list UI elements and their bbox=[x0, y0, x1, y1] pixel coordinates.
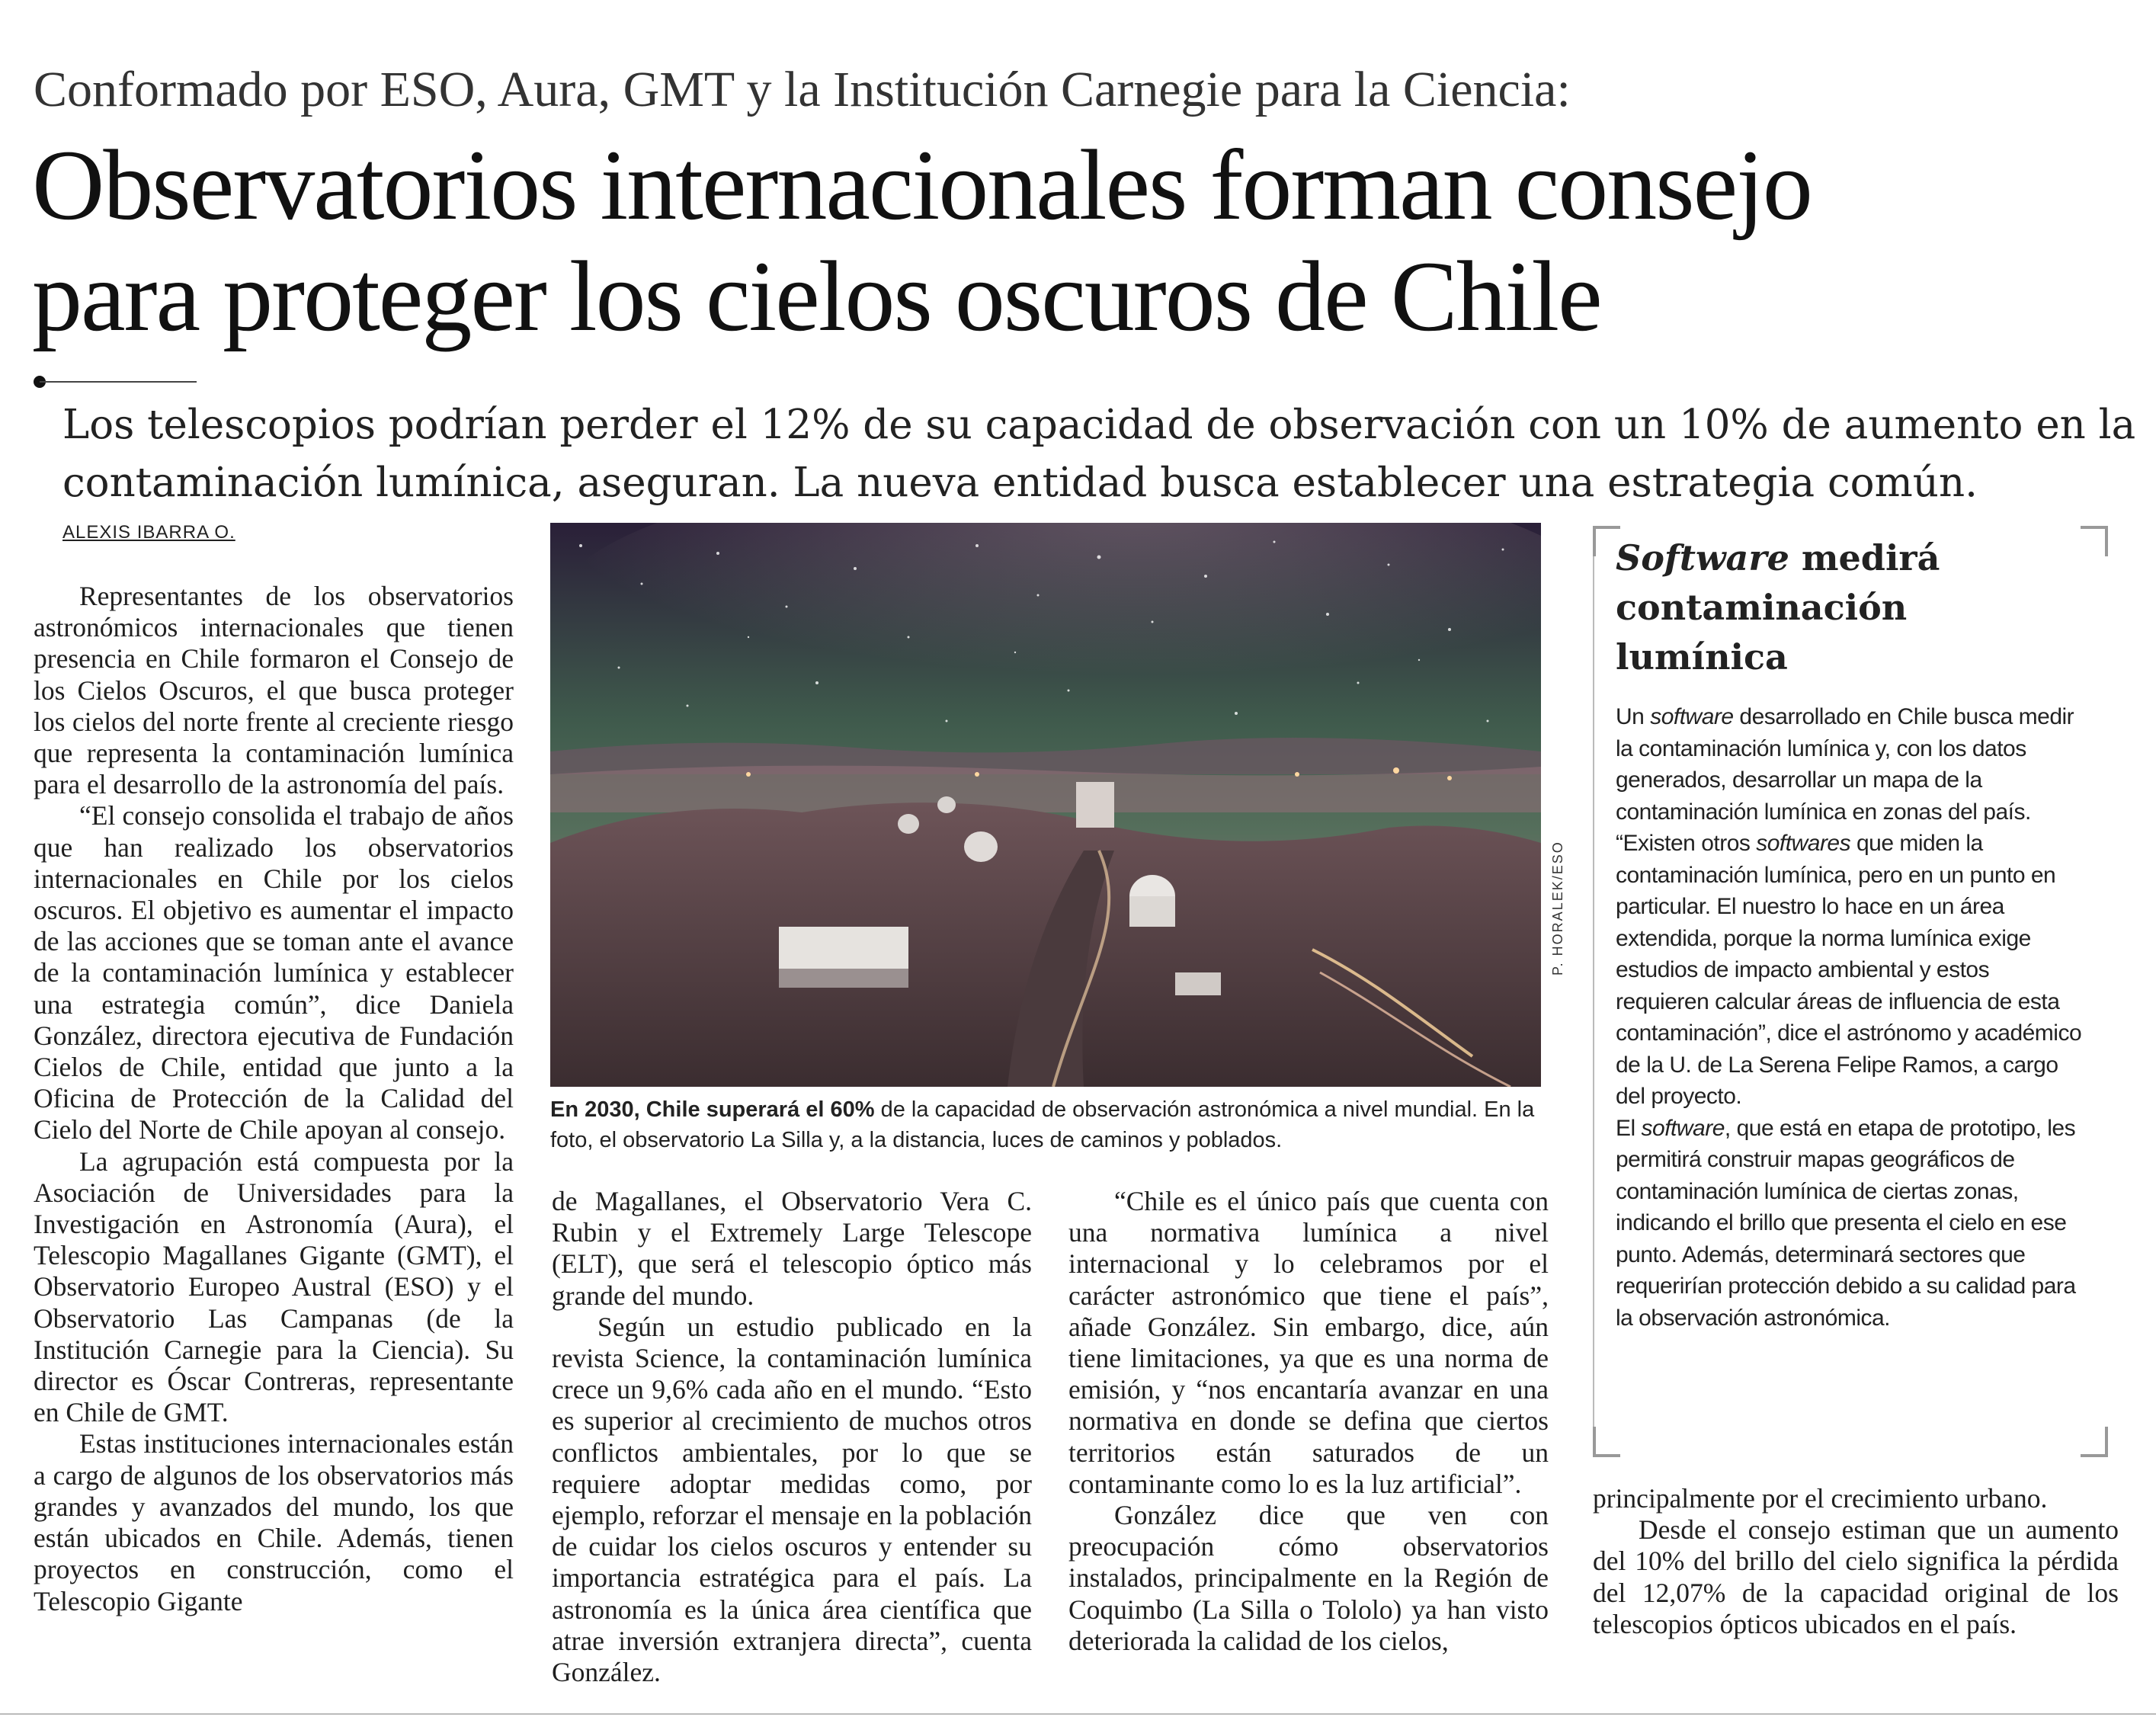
headline bbox=[32, 130, 1812, 352]
bracket-bl-h bbox=[1593, 1454, 1620, 1457]
caption-bold: En 2030, Chile superará el 60% bbox=[550, 1097, 875, 1122]
column-4 bbox=[1593, 1483, 2119, 1640]
text: , que está en etapa de prototipo, les permitirá construir mapas geográficos de contaminación lumínica de ciertas zonas, indicando el brillo que presenta el cielo en ese punto. Además, determinará sectores que requerirían protección debido a su calidad para la observación astronómica. bbox=[1616, 1115, 2076, 1331]
deck-line-1: Los telescopios podrían perder el 12% de su capacidad de observación con un 10% de aumento en la bbox=[62, 402, 2136, 448]
sidebar-title-rest: medirá contaminación lumínica bbox=[1616, 537, 1940, 678]
text: Un bbox=[1616, 704, 1651, 729]
paragraph: Representantes de los observatorios astronómicos internacionales que tienen presencia en Chile formaron el Consejo de los Cielos Oscuros, el que busca proteger los cielos del norte frente al creciente riesgo que representa la contaminación lumínica para el desarrollo de la astronomía del país. bbox=[34, 581, 514, 800]
kicker: Conformado por ESO, Aura, GMT y la Institución Carnegie para la Ciencia: bbox=[34, 62, 1571, 117]
bracket-bl bbox=[1593, 1427, 1596, 1457]
caption-text: de la capacidad de observación astronómica a nivel mundial. En la foto, el observatorio La Silla y, a la distancia, luces de caminos y poblados. bbox=[550, 1097, 1535, 1152]
column-1 bbox=[34, 581, 514, 1617]
sidebar-paragraph bbox=[1616, 701, 2088, 828]
headline-line-1: Observatorios internacionales forman consejo bbox=[32, 129, 1812, 241]
text: que miden la contaminación lumínica, pero en un punto en particular. El nuestro lo hace en un área extendida, porque la norma lumínica exige estudios de impacto ambiental y estos requieren calcular áreas de influencia de esta contaminación”, dice el astrónomo y académico de la U. de La Serena Felipe Ramos, a cargo del proyecto. bbox=[1616, 831, 2082, 1109]
text-italic: software bbox=[1641, 1115, 1725, 1141]
text-italic: softwares bbox=[1756, 831, 1851, 856]
paragraph: principalmente por el crecimiento urbano. bbox=[1593, 1483, 2048, 1514]
bottom-rule bbox=[0, 1713, 2156, 1715]
photo-credit: P. HORALEK/ESO bbox=[1550, 841, 1565, 976]
column-3 bbox=[1068, 1186, 1549, 1657]
deck-line-2: contaminación lumínica, aseguran. La nueva entidad busca establecer una estrategia común. bbox=[62, 460, 1978, 506]
paragraph: “Chile es el único país que cuenta con una normativa lumínica a nivel internacional y lo celebramos por el carácter astronómico que tiene el país”, añade González. Sin embargo, dice, aún tiene limitaciones, ya que es una norma de emisión, y “nos encantaría avanzar en una normativa en donde se defina que ciertos territorios están saturados de un contaminante como lo es la luz artificial”. bbox=[1068, 1186, 1549, 1499]
bracket-br bbox=[2105, 1427, 2108, 1457]
byline: ALEXIS IBARRA O. bbox=[62, 522, 235, 543]
paragraph: La agrupación está compuesta por la Asociación de Universidades para la Investigación en Astronomía (Aura), el Telescopio Magallanes Gigante (GMT), el Observatorio Europeo Austral (ESO) y el Observatorio Las Campanas (de la Institución Carnegie para la Ciencia). Su director es Óscar Contreras, representante en Chile de GMT. bbox=[34, 1145, 514, 1428]
paragraph: Estas instituciones internacionales están a cargo de algunos de los observatorios más grandes y avanzados del mundo, los que están ubicados en Chile. Además, tienen proyectos en construcción, como el Telescopio Gigante bbox=[34, 1428, 514, 1616]
headline-line-2: para proteger los cielos oscuros de Chile bbox=[32, 240, 1601, 352]
text: “Existen otros bbox=[1616, 831, 1757, 856]
paragraph: Desde el consejo estiman que un aumento del 10% del brillo del cielo significa la pérdida del 12,07% de la capacidad original de los telescopios ópticos ubicados en el país. bbox=[1593, 1514, 2119, 1639]
paragraph: de Magallanes, el Observatorio Vera C. Rubin y el Extremely Large Telescope (ELT), que será el telescopio óptico más grande del mundo. bbox=[552, 1186, 1032, 1311]
text: El bbox=[1616, 1115, 1642, 1141]
la-silla-night-photo bbox=[550, 523, 1541, 1087]
sidebar-paragraph bbox=[1616, 828, 2088, 1113]
text-italic: software bbox=[1650, 704, 1734, 729]
bracket-tr bbox=[2105, 526, 2108, 556]
sidebar-body bbox=[1616, 701, 2088, 1334]
text: desarrollado en Chile busca medir la contaminación lumínica y, con los datos generados, desarrollar un mapa de la contaminación lumínica en zonas del país. bbox=[1616, 704, 2074, 825]
observatory-photo bbox=[550, 523, 1541, 1087]
sidebar-title bbox=[1616, 533, 2088, 682]
sidebar-paragraph bbox=[1616, 1113, 2088, 1334]
paragraph: Según un estudio publicado en la revista Science, la contaminación lumínica crece un 9,6% cada año en el mundo. “Esto es superior al crecimiento de muchos otros conflictos ambientales, por lo que se requiere adoptar medidas como, por ejemplo, reforzar el mensaje en la población de cuidar los cielos oscuros y entender su importancia estratégica para el país. La astronomía es la única área científica que atrae inversión extranjera directa”, cuenta González. bbox=[552, 1311, 1032, 1688]
sidebar-left-rule bbox=[1593, 556, 1594, 1457]
photo-caption bbox=[550, 1094, 1556, 1155]
sidebar-title-italic: Software bbox=[1616, 537, 1789, 578]
paragraph: González dice que ven con preocupación cómo observatorios instalados, principalmente en la Región de Coquimbo (La Silla o Tololo) ya han visto deteriorada la calidad de los cielos, bbox=[1068, 1500, 1549, 1656]
paragraph: “El consejo consolida el trabajo de años que han realizado los observatorios internacionales en Chile por los cielos oscuros. El objetivo es aumentar el impacto de las acciones que se toman ante el avance de la contaminación lumínica y establecer una estrategia común”, dice Daniela González, directora ejecutiva de Fundación Cielos de Chile, entidad que junto a la Oficina de Protección de la Calidad del Cielo del Norte de Chile apoyan al consejo. bbox=[34, 800, 514, 1145]
bracket-br-h bbox=[2081, 1454, 2108, 1457]
column-2 bbox=[552, 1186, 1032, 1688]
bracket-tl bbox=[1593, 526, 1596, 556]
bracket-tl-h bbox=[1593, 526, 1620, 529]
bracket-tr-h bbox=[2081, 526, 2108, 529]
rule-line bbox=[40, 381, 197, 383]
deck bbox=[62, 396, 2136, 512]
